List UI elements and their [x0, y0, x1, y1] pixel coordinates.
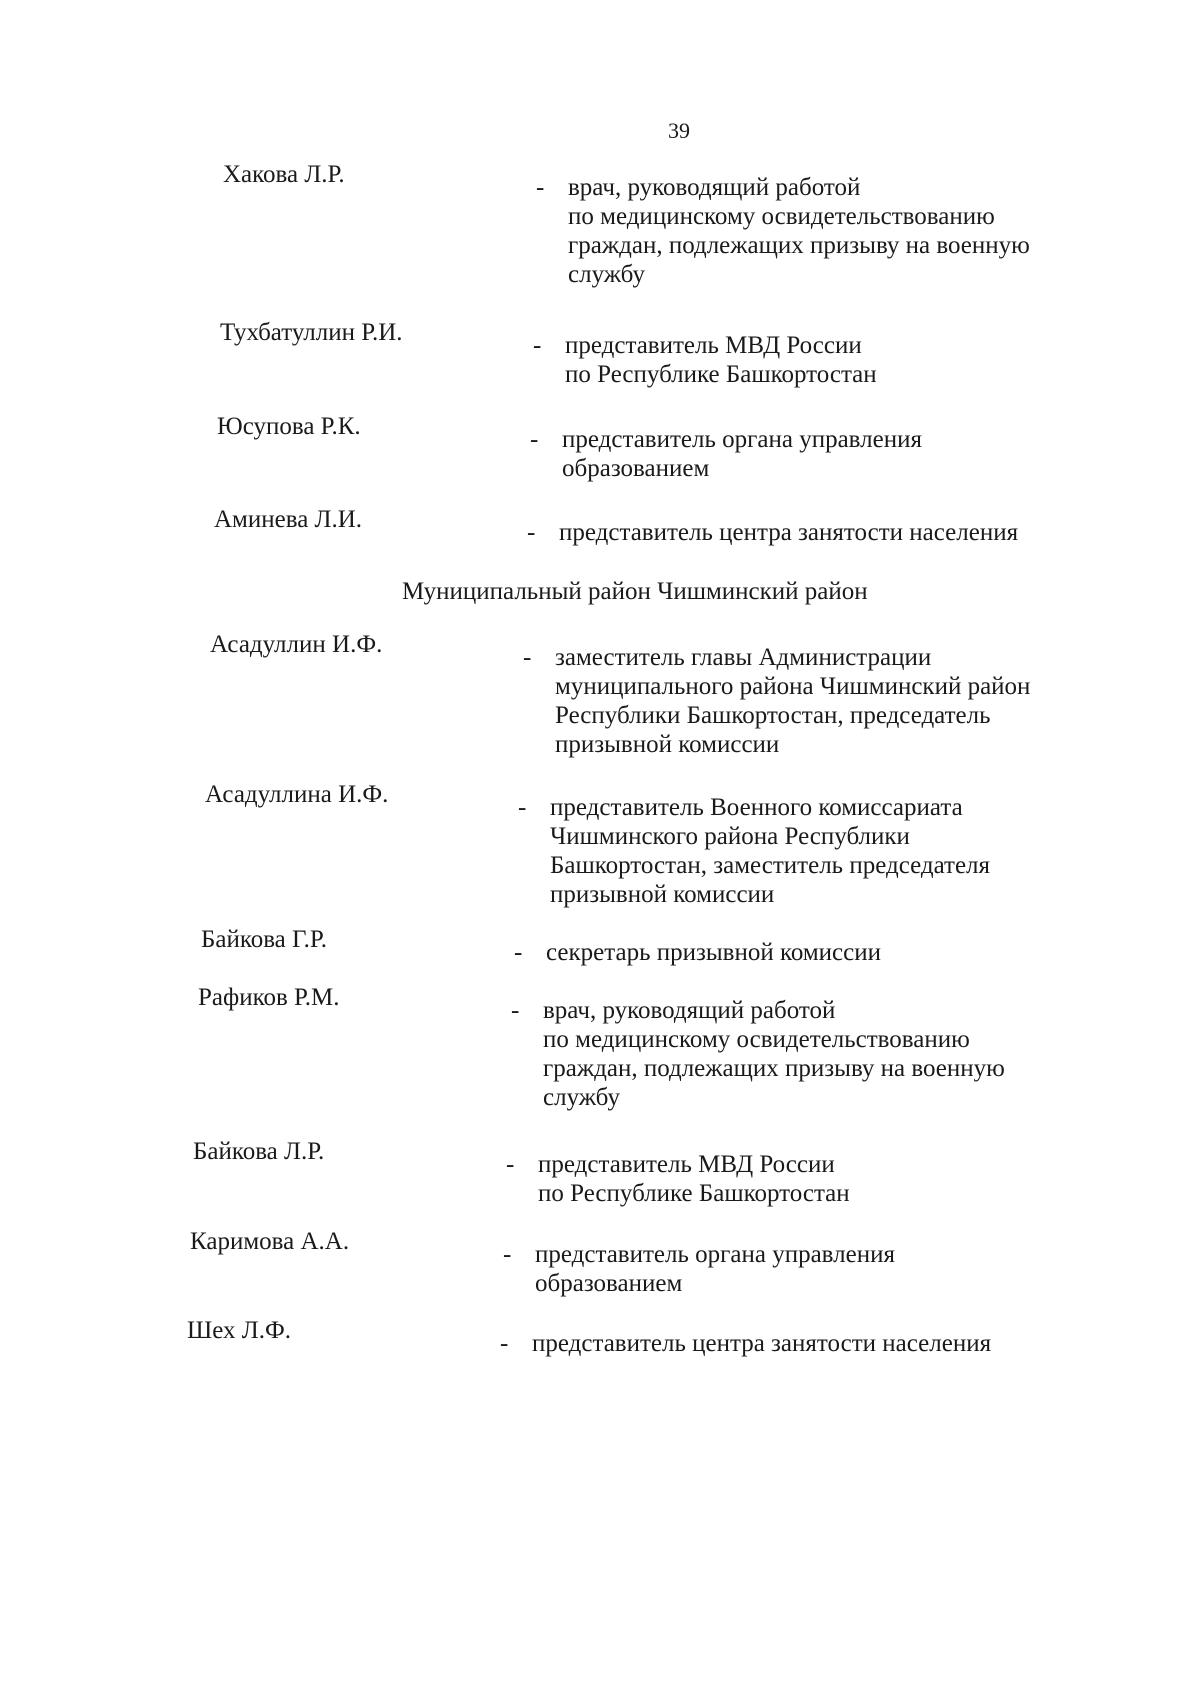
dash-separator: -: [523, 644, 532, 671]
role-line: по Республике Башкортостан: [538, 1180, 850, 1207]
role-line: Чишминского района Республики: [550, 823, 910, 850]
role-line: врач, руководящий работой: [568, 174, 861, 201]
role-line: по медицинскому освидетельствованию: [543, 1026, 970, 1053]
member-name: Аминева Л.И.: [214, 506, 363, 533]
role-line: заместитель главы Администрации: [555, 644, 932, 671]
dash-separator: -: [503, 1241, 512, 1268]
role-line: по Республике Башкортостан: [565, 361, 877, 388]
role-line: представитель центра занятости населения: [559, 519, 1019, 546]
role-line: секретарь призывной комиссии: [546, 939, 882, 966]
role-line: службу: [568, 261, 645, 288]
role-line: представитель МВД России: [538, 1151, 835, 1178]
role-line: Башкортостан, заместитель председателя: [550, 852, 991, 879]
member-name: Асадуллина И.Ф.: [205, 781, 389, 808]
section-heading: Муниципальный район Чишминский район: [402, 578, 868, 605]
role-line: образованием: [535, 1270, 683, 1297]
member-role: [550, 793, 990, 909]
dash-separator: -: [514, 939, 523, 966]
member-role: [535, 1240, 895, 1298]
role-line: граждан, подлежащих призыву на военную: [568, 232, 1030, 259]
role-line: призывной комиссии: [555, 731, 780, 758]
dash-separator: -: [511, 997, 520, 1024]
role-line: образованием: [562, 455, 710, 482]
member-role: [543, 996, 1005, 1112]
role-line: по медицинскому освидетельствованию: [568, 203, 995, 230]
role-line: представитель Военного комиссариата: [550, 794, 963, 821]
member-name: Юсупова Р.К.: [217, 413, 361, 440]
member-name: Байкова Л.Р.: [193, 1138, 325, 1165]
member-role: [538, 1150, 850, 1208]
role-line: службу: [543, 1084, 620, 1111]
role-line: представитель органа управления: [535, 1241, 895, 1268]
dash-separator: -: [500, 1330, 509, 1357]
dash-separator: -: [530, 426, 539, 453]
page-number: 39: [668, 118, 690, 143]
role-line: врач, руководящий работой: [543, 997, 836, 1024]
member-role: [546, 938, 881, 967]
dash-separator: -: [527, 519, 536, 546]
role-line: представитель МВД России: [565, 332, 862, 359]
role-line: муниципального района Чишминский район: [555, 673, 1031, 700]
member-name: Хакова Л.Р.: [223, 161, 345, 188]
member-role: [562, 425, 922, 483]
member-name: Асадуллин И.Ф.: [210, 631, 383, 658]
member-name: Каримова А.А.: [190, 1228, 350, 1255]
member-role: [532, 1329, 991, 1358]
member-role: [565, 331, 877, 389]
member-name: Шех Л.Ф.: [187, 1317, 291, 1344]
role-line: представитель центра занятости населения: [532, 1330, 992, 1357]
role-line: Республики Башкортостан, председатель: [555, 702, 991, 729]
member-name: Рафиков Р.М.: [198, 984, 340, 1011]
role-line: представитель органа управления: [562, 426, 922, 453]
role-line: призывной комиссии: [550, 881, 775, 908]
dash-separator: -: [518, 794, 527, 821]
dash-separator: -: [536, 174, 545, 201]
member-name: Тухбатуллин Р.И.: [220, 319, 403, 346]
role-line: граждан, подлежащих призыву на военную: [543, 1055, 1005, 1082]
dash-separator: -: [533, 332, 542, 359]
member-role: [555, 643, 1030, 759]
member-name: Байкова Г.Р.: [201, 926, 327, 953]
member-role: [559, 518, 1018, 547]
member-role: [568, 173, 1030, 289]
dash-separator: -: [506, 1151, 515, 1178]
